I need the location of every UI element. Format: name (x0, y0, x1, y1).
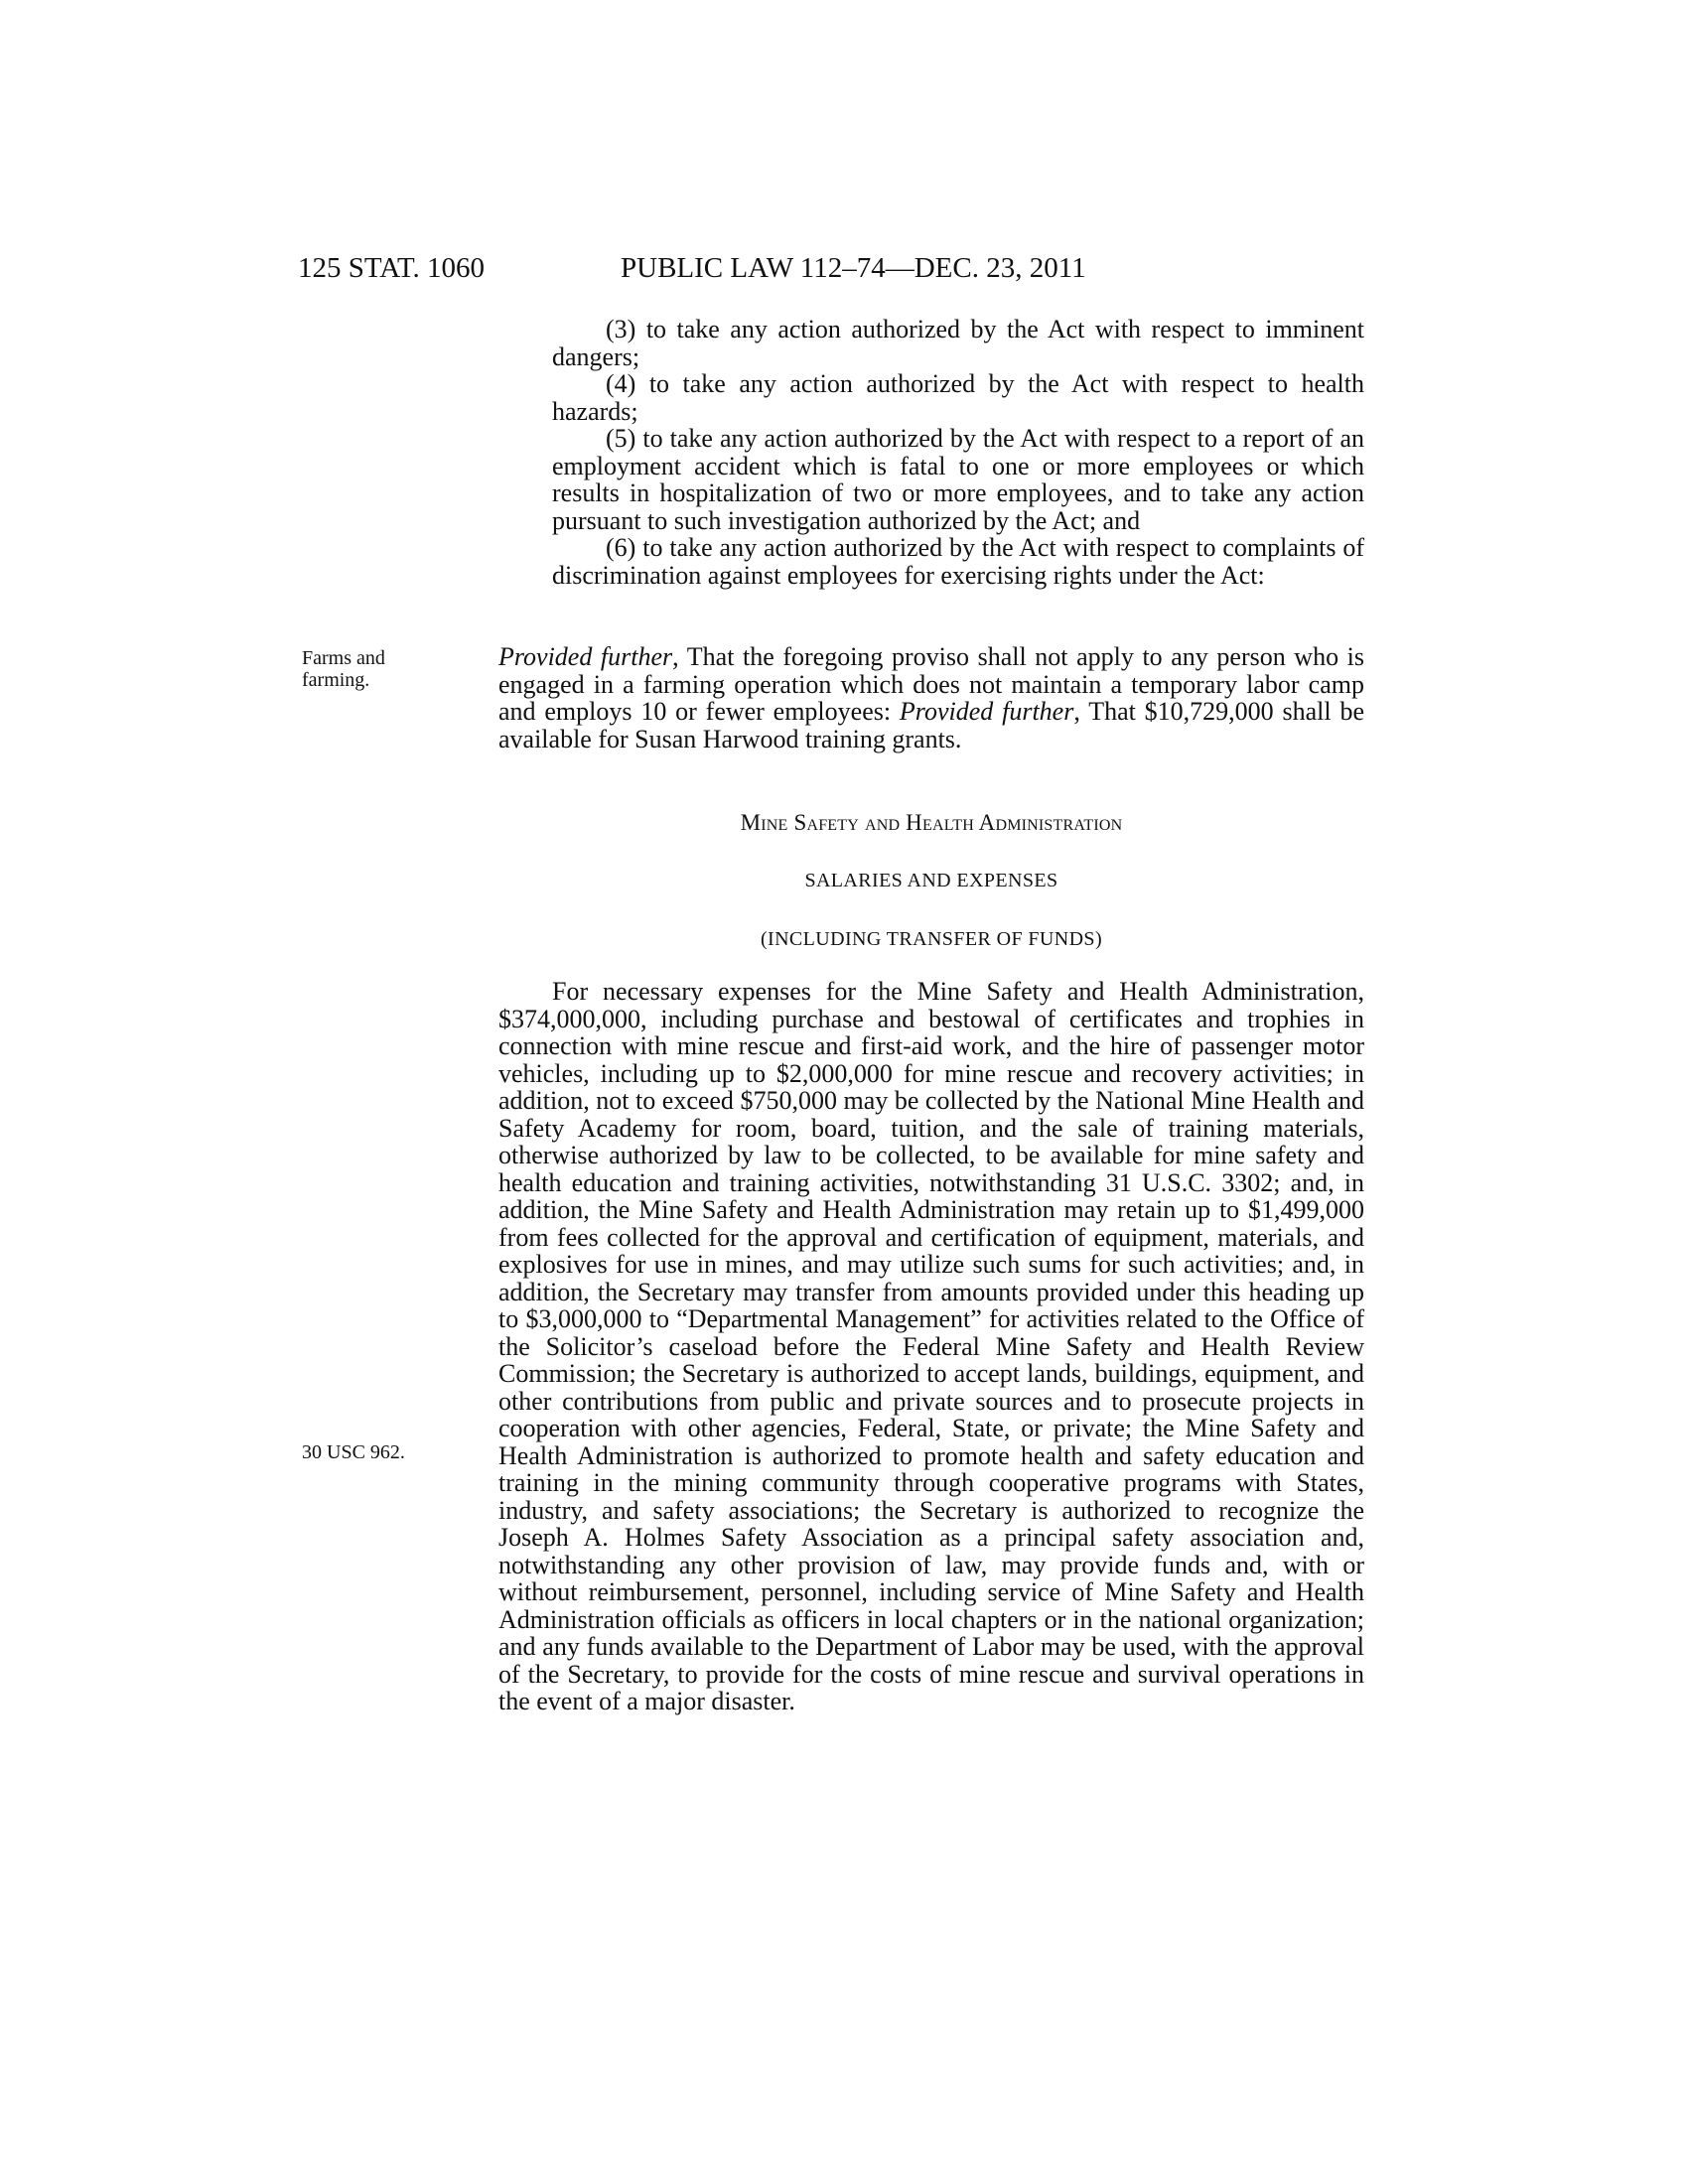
margin-note-line: farming. (302, 669, 370, 691)
proviso-text: , That $10,729,000 shall be available for Susan Harwood training grants. (498, 697, 1365, 753)
statute-page-reference: 125 STAT. 1060 (298, 252, 486, 284)
section-heading: SALARIES AND EXPENSES (804, 870, 1058, 891)
item-number: (5) (606, 424, 636, 453)
margin-note-usc: 30 USC 962. (302, 1441, 405, 1463)
item-text: to take any action authorized by the Act with respect to imminent dangers; (552, 315, 1364, 371)
agency-heading: Mine Safety and Health Administration (740, 810, 1123, 835)
provisions-list (552, 316, 1364, 589)
page-header (298, 248, 1321, 288)
list-item (552, 425, 1364, 534)
proviso-paragraph (498, 643, 1364, 752)
margin-note-line: Farms and (302, 647, 385, 669)
proviso-text: , That the foregoing proviso shall not apply to any person who is engaged in a farming operation which does not maintain a temporary labor camp and employs 10 or fewer employees: (498, 642, 1365, 726)
item-number: (4) (606, 369, 636, 398)
list-item (552, 534, 1364, 589)
item-number: (3) (606, 315, 636, 343)
item-number: (6) (606, 533, 636, 562)
list-item (552, 370, 1364, 425)
body-paragraph: For necessary expenses for the Mine Safety and Health Administration, $374,000,000, including purchase and bestowal of certificates and trophies in connection with mine rescue and first-aid work, and the hire of passenger motor vehicles, including up to $2,000,000 for mine rescue and recovery activities; in addition, not to exceed $750,000 may be collected by the National Mine Health and Safety Academy for room, board, tuition, and the sale of training materials, otherwise authorized by law to be collected, to be available for mine safety and health education and training activities, notwithstanding 31 U.S.C. 3302; and, in addition, the Mine Safety and Health Administration may retain up to $1,499,000 from fees collected for the approval and certification of equipment, materials, and explosives for use in mines, and may utilize such sums for such activities; and, in addition, the Secretary may transfer from amounts provided under this heading up to $3,000,000 to “Departmental Management” for activities related to the Office of the Solicitor’s caseload before the Federal Mine Safety and Health Review Commission; the Secretary is authorized to accept lands, buildings, equipment, and other contributions from public and private sources and to prosecute projects in cooperation with other agencies, Federal, State, or private; the Mine Safety and Health Administration is authorized to promote health and safety education and training in the mining community through cooperative programs with States, industry, and safety associations; the Secretary is authorized to recognize the Joseph A. Holmes Safety Association as a principal safety association and, notwithstanding any other provision of law, may provide funds and, with or without reimbursement, personnel, including service of Mine Safety and Health Administration officials as officers in local chapters or in the national organization; and any funds available to the Department of Labor may be used, with the approval of the Secretary, to provide for the costs of mine rescue and survival operations in the event of a major disaster. (498, 977, 1364, 1715)
section-body (498, 978, 1364, 1715)
item-text: to take any action authorized by the Act with respect to a report of an employment accident which is fatal to one or more employees or which results in hospitalization of two or more employees, and to take any action pursuant to such investigation authorized by the Act; and (552, 424, 1365, 535)
item-text: to take any action authorized by the Act with respect to complaints of discrimination against employees for exercising rights under the Act: (552, 533, 1365, 590)
item-text: to take any action authorized by the Act with respect to health hazards; (552, 369, 1364, 426)
public-law-title: PUBLIC LAW 112–74—DEC. 23, 2011 (621, 252, 1086, 284)
proviso-italic: Provided further (899, 697, 1074, 726)
section-subheading: (INCLUDING TRANSFER OF FUNDS) (760, 928, 1103, 950)
proviso-italic: Provided further (498, 642, 673, 671)
margin-note-farms (302, 647, 471, 691)
list-item (552, 316, 1364, 370)
